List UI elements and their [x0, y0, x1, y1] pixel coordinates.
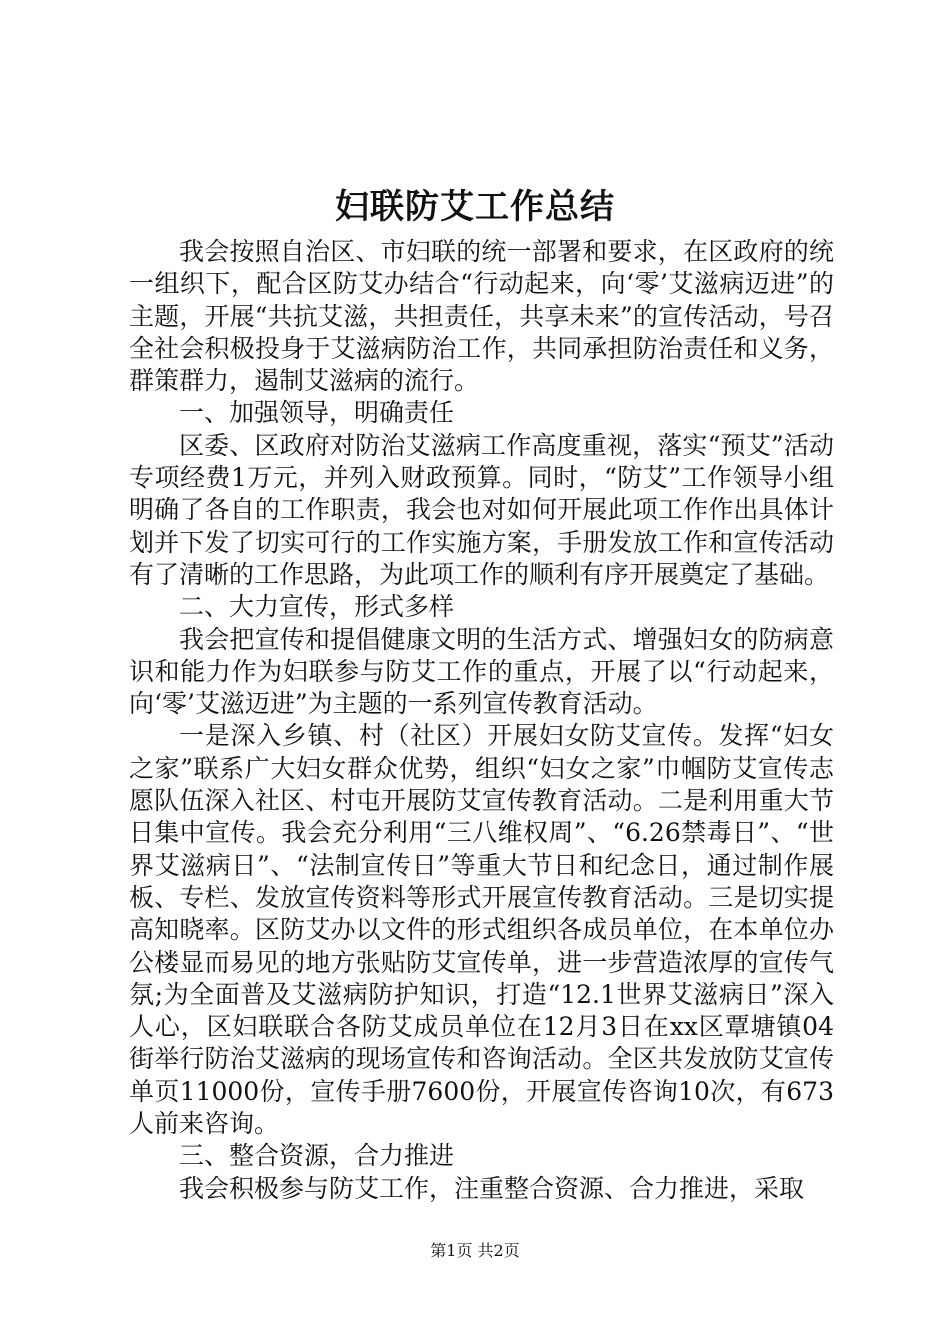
document-title: 妇联防艾工作总结	[335, 187, 615, 227]
document-body	[129, 236, 834, 1205]
section-heading-1: 一、加强领导，明确责任	[179, 398, 455, 428]
paragraph-section-1: 区委、区政府对防治艾滋病工作高度重视，落实“预艾”活动专项经费1万元，并列入财政预算。同时，“防艾”工作领导小组明确了各自的工作职责，我会也对如何开展此项工作作出具体计划并下发了切实可行的工作实施方案，手册发放工作和宣传活动有了清晰的工作思路，为此项工作的顺利有序开展奠定了基础。	[129, 430, 834, 589]
page-number-footer: 第1页 共2页	[430, 1241, 520, 1260]
paragraph-section-2a: 我会把宣传和提倡健康文明的生活方式、增强妇女的防病意识和能力作为妇联参与防艾工作的重点，开展了以“行动起来，向‘零’艾滋迈进”为主题的一系列宣传教育活动。	[129, 624, 834, 719]
section-heading-2: 二、大力宣传，形式多样	[179, 592, 455, 622]
paragraph-section-3: 我会积极参与防艾工作，注重整合资源、合力推进，采取	[179, 1173, 805, 1203]
paragraph-intro: 我会按照自治区、市妇联的统一部署和要求，在区政府的统一组织下，配合区防艾办结合“行动起来，向‘零’艾滋病迈进”的主题，开展“共抗艾滋，共担责任，共享未来”的宣传活动，号召全社会积极投身于艾滋病防治工作，共同承担防治责任和义务，群策群力，遏制艾滋病的流行。	[129, 237, 834, 396]
paragraph-section-2b: 一是深入乡镇、村（社区）开展妇女防艾宣传。发挥“妇女之家”联系广大妇女群众优势，组织“妇女之家”巾帼防艾宣传志愿队伍深入社区、村屯开展防艾宣传教育活动。二是利用重大节日集中宣传。我会充分利用“三八维权周”、“6.26禁毒日”、“世界艾滋病日”、“法制宣传日”等重大节日和纪念日，通过制作展板、专栏、发放宣传资料等形式开展宣传教育活动。三是切实提高知晓率。区防艾办以文件的形式组织各成员单位，在本单位办公楼显而易见的地方张贴防艾宣传单，进一步营造浓厚的宣传气氛;为全面普及艾滋病防护知识，打造“12.1世界艾滋病日”深入人心，区妇联联合各防艾成员单位在12月3日在xx区覃塘镇04街举行防治艾滋病的现场宣传和咨询活动。全区共发放防艾宣传单页11000份，宣传手册7600份，开展宣传咨询10次，有673人前来咨询。	[129, 721, 834, 1139]
section-heading-3: 三、整合资源，合力推进	[179, 1141, 455, 1171]
